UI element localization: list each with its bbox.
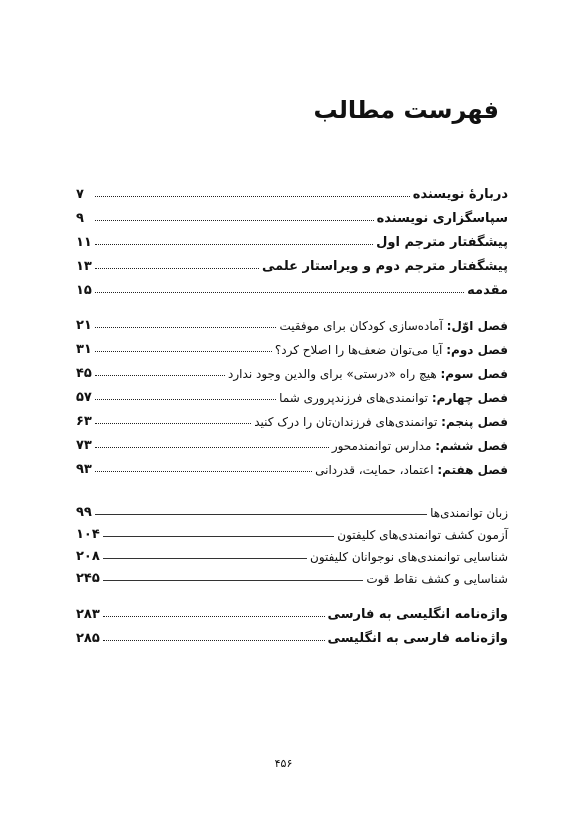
toc-entry-title: آزمون کشف توانمندی‌های کلیفتون [337,528,508,542]
toc-entry-title: مقدمه [467,283,508,298]
toc-page-number: ۶۳ [76,414,92,429]
toc-page-number: ۱۰۴ [76,527,100,542]
toc-page-number: ۴۵ [76,366,92,381]
chapter-label: فصل سوم: [440,367,508,381]
chapter-title: توانمندی‌های فرزندان‌تان را درک کنید [254,415,438,429]
page-title: فهرست مطالب [313,96,499,124]
toc-entry-title [279,391,508,405]
toc-entry-title [279,319,508,333]
toc-entry [76,564,508,586]
dot-leader [95,220,374,221]
toc-page-number: ۹ [76,211,84,226]
toc-page-number: ۱۵ [76,283,92,298]
toc-page-number: ۹۹ [76,505,92,520]
toc-entry [76,600,508,622]
toc-entry [76,407,508,429]
toc-entry-title [275,343,508,357]
toc-page-number: ۳۱ [76,342,92,357]
chapter-label: فصل اوّل: [446,319,508,333]
toc-entry [76,276,508,298]
toc-entry-title: شناسایی و کشف نقاط قوت [366,572,508,586]
dot-leader [95,268,259,269]
toc-entry-title [254,415,508,429]
toc-page-number: ۷ [76,187,84,202]
toc-page-number: ۲۱ [76,318,92,333]
toc-entry [76,542,508,564]
chapter-title: آماده‌سازی کودکان برای موفقیت [279,319,443,333]
chapter-title: آیا می‌توان ضعف‌ها را اصلاح کرد؟ [274,343,443,357]
dot-leader [95,196,410,197]
dot-leader [95,471,312,472]
toc-page-number: ۷۳ [76,438,92,453]
dot-leader [103,580,364,581]
chapter-title: توانمندی‌های فرزندپروری شما [279,391,429,405]
toc-entry [76,624,508,646]
toc-entry [76,228,508,250]
dot-leader [95,514,427,515]
toc-entry-title [228,367,508,381]
dot-leader [95,244,373,245]
chapter-label: فصل دوم: [446,343,508,357]
chapter-label: فصل هفتم: [437,463,508,477]
toc-entry [76,252,508,274]
toc-entry-title: پیشگفتار مترجم دوم و ویراستار علمی [261,259,508,274]
dot-leader [95,423,251,424]
dot-leader [95,399,276,400]
chapter-title: اعتماد، حمایت، قدردانی [315,463,434,477]
toc-entry-title [332,439,508,453]
toc-entry [76,335,508,357]
dot-leader [103,616,325,617]
page-number-footer: ۴۵۶ [274,757,293,770]
toc-entry-title: دربارهٔ نویسنده [412,187,508,202]
toc-page-number: ۲۴۵ [76,571,100,586]
dot-leader [103,536,334,537]
toc-entry [76,204,508,226]
toc-entry-title: واژه‌نامه انگلیسی به فارسی [327,607,508,622]
toc-entry [76,498,508,520]
chapter-title: مدارس توانمندمحور [331,439,432,453]
dot-leader [95,292,464,293]
toc-page-number: ۱۳ [76,259,92,274]
toc-page-number: ۱۱ [76,235,92,250]
toc-entry [76,359,508,381]
chapter-label: فصل چهارم: [431,391,508,405]
toc-entry [76,311,508,333]
toc-page-number: ۲۸۵ [76,631,100,646]
toc-entry-title [315,463,508,477]
dot-leader [95,447,329,448]
toc-page-number: ۲۸۳ [76,607,100,622]
chapter-label: فصل پنجم: [441,415,508,429]
dot-leader [103,640,325,641]
dot-leader [95,351,272,352]
toc-entry [76,383,508,405]
chapter-title: هیچ راه «درستی» برای والدین وجود ندارد [228,367,437,381]
toc-entry [76,180,508,202]
toc-entry-title: پیشگفتار مترجم اول [376,235,508,250]
toc-entry [76,520,508,542]
dot-leader [95,327,276,328]
dot-leader [103,558,307,559]
toc-page-number: ۹۳ [76,462,92,477]
toc-page-number: ۵۷ [76,390,92,405]
toc-entry-title: شناسایی توانمندی‌های نوجوانان کلیفتون [310,550,508,564]
toc-entry [76,455,508,477]
toc-entry-title: واژه‌نامه فارسی به انگلیسی [327,631,508,646]
toc-entry [76,431,508,453]
dot-leader [95,375,225,376]
toc-page-number: ۲۰۸ [76,549,100,564]
chapter-label: فصل ششم: [435,439,508,453]
toc-entry-title: سپاسگزاری نویسنده [376,211,508,226]
toc-entry-title: زبان توانمندی‌ها [430,506,508,520]
